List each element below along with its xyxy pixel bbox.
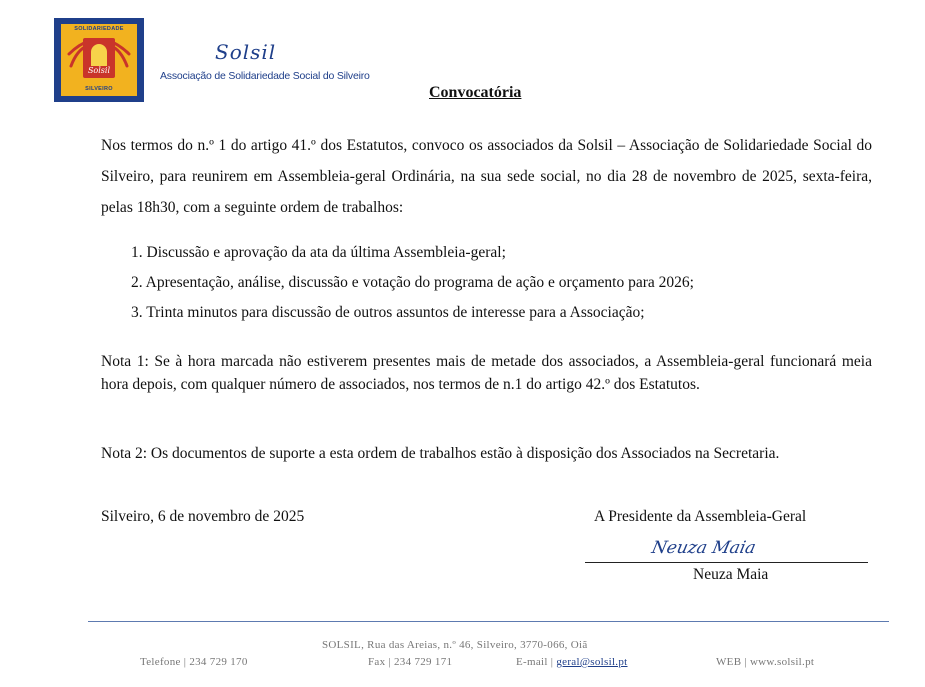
logo-emblem xyxy=(61,24,137,96)
signature-line xyxy=(585,562,868,563)
place-date: Silveiro, 6 de novembro de 2025 xyxy=(101,508,305,525)
document-title: Convocatória xyxy=(429,84,522,101)
agenda-item: 1. Discussão e aprovação da ata da última Assembleia-geral; xyxy=(131,244,506,261)
logo-ring-bottom-text: SILVEIRO xyxy=(85,86,113,92)
agenda-list xyxy=(131,238,694,328)
note-1: Nota 1: Se à hora marcada não estiverem presentes mais de metade dos associados, a Assembleia-geral funcionará meia hora depois, com qualquer número de associados, nos termos de n.1 do artigo 42.º dos Estatutos. xyxy=(101,353,872,393)
arch-icon xyxy=(91,44,107,66)
signatory-role: A Presidente da Assembleia-Geral xyxy=(594,508,807,525)
logo-center xyxy=(83,38,115,78)
logo-ring-top-text: SOLIDARIEDADE xyxy=(74,26,124,32)
brand-name: Associação de Solidariedade Social do Silveiro xyxy=(160,70,370,82)
email-link[interactable]: geral@solsil.pt xyxy=(556,656,628,668)
footer-address: SOLSIL, Rua das Areias, n.º 46, Silveiro, 3770-066, Oiã xyxy=(322,639,588,651)
footer-fax: Fax | 234 729 171 xyxy=(368,656,453,668)
footer-web: WEB | www.solsil.pt xyxy=(716,656,815,668)
handwritten-signature: Neuza Maia xyxy=(649,538,758,558)
brand-script: Solsil xyxy=(215,40,277,64)
agenda-item: 3. Trinta minutos para discussão de outros assuntos de interesse para a Associação; xyxy=(131,304,645,321)
footer-email xyxy=(516,656,628,668)
footer-email-label: E-mail | xyxy=(516,656,554,668)
intro-paragraph: Nos termos do n.º 1 do artigo 41.º dos Estatutos, convoco os associados da Solsil – Associação de Solidariedade Social do Silveiro, para reunirem em Assembleia-geral Ordinária, na sua sede social, no dia 28 de novembro de 2025, sexta-feira, pelas 18h30, com a seguinte ordem de trabalhos: xyxy=(101,137,872,216)
footer-telephone: Telefone | 234 729 170 xyxy=(140,656,248,668)
signatory-name: Neuza Maia xyxy=(693,566,769,583)
logo-inner-text: Solsil xyxy=(87,66,111,75)
logo xyxy=(54,18,144,102)
footer-divider xyxy=(88,621,889,622)
agenda-item: 2. Apresentação, análise, discussão e votação do programa de ação e orçamento para 2026; xyxy=(131,274,694,291)
note-2: Nota 2: Os documentos de suporte a esta ordem de trabalhos estão à disposição dos Associados na Secretaria. xyxy=(101,445,780,462)
